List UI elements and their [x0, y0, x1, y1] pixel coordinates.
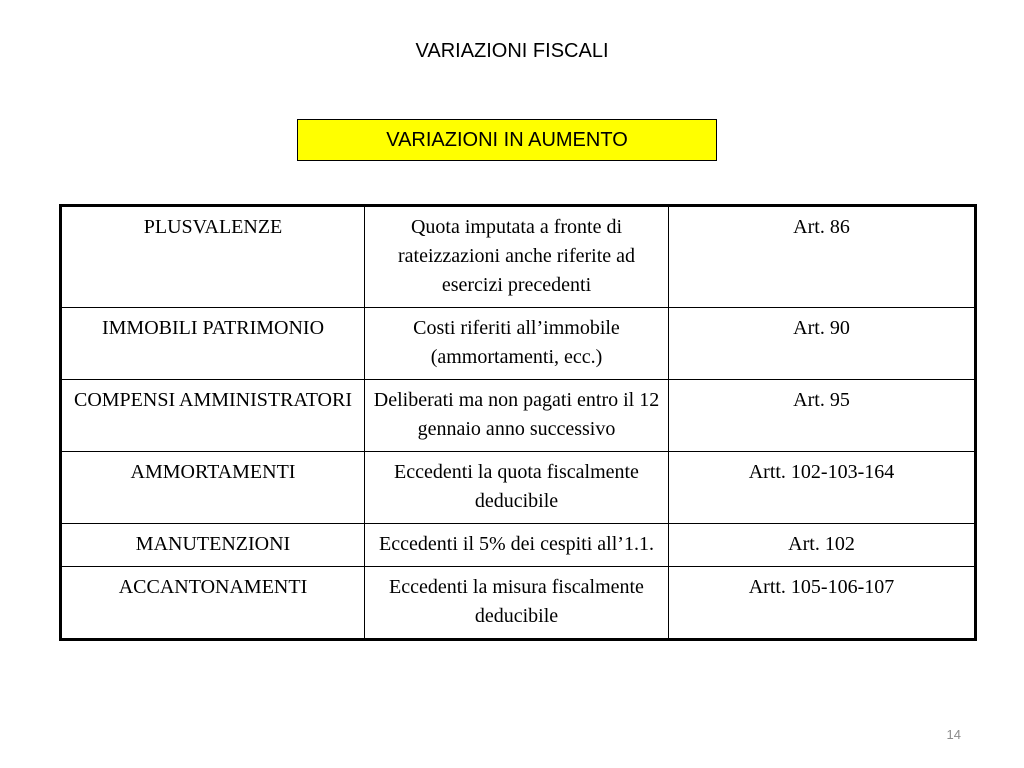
- reference-cell: Art. 90: [669, 308, 976, 380]
- table-row: [61, 308, 976, 380]
- item-cell: MANUTENZIONI: [61, 524, 365, 567]
- reference-cell: Artt. 105-106-107: [669, 567, 976, 640]
- slide-title: VARIAZIONI FISCALI: [415, 40, 609, 62]
- item-cell: PLUSVALENZE: [61, 206, 365, 308]
- reference-cell: Art. 95: [669, 380, 976, 452]
- fiscal-variations-table: [59, 204, 977, 641]
- page-number: 14: [946, 727, 961, 742]
- table-row: [61, 206, 976, 308]
- item-cell: COMPENSI AMMINISTRATORI: [61, 380, 365, 452]
- description-cell: Eccedenti il 5% dei cespiti all’1.1.: [365, 524, 669, 567]
- item-cell: AMMORTAMENTI: [61, 452, 365, 524]
- description-cell: Costi riferiti all’immobile (ammortamenti, ecc.): [365, 308, 669, 380]
- table-row: [61, 567, 976, 640]
- description-cell: Quota imputata a fronte di rateizzazioni anche riferite ad esercizi precedenti: [365, 206, 669, 308]
- table-row: [61, 524, 976, 567]
- subtitle-text: VARIAZIONI IN AUMENTO: [386, 128, 628, 151]
- reference-cell: Art. 86: [669, 206, 976, 308]
- description-cell: Eccedenti la misura fiscalmente deducibile: [365, 567, 669, 640]
- table-row: [61, 380, 976, 452]
- table-row: [61, 452, 976, 524]
- subtitle-box: [297, 119, 717, 161]
- item-cell: IMMOBILI PATRIMONIO: [61, 308, 365, 380]
- item-cell: ACCANTONAMENTI: [61, 567, 365, 640]
- description-cell: Deliberati ma non pagati entro il 12 gennaio anno successivo: [365, 380, 669, 452]
- reference-cell: Artt. 102-103-164: [669, 452, 976, 524]
- reference-cell: Art. 102: [669, 524, 976, 567]
- description-cell: Eccedenti la quota fiscalmente deducibile: [365, 452, 669, 524]
